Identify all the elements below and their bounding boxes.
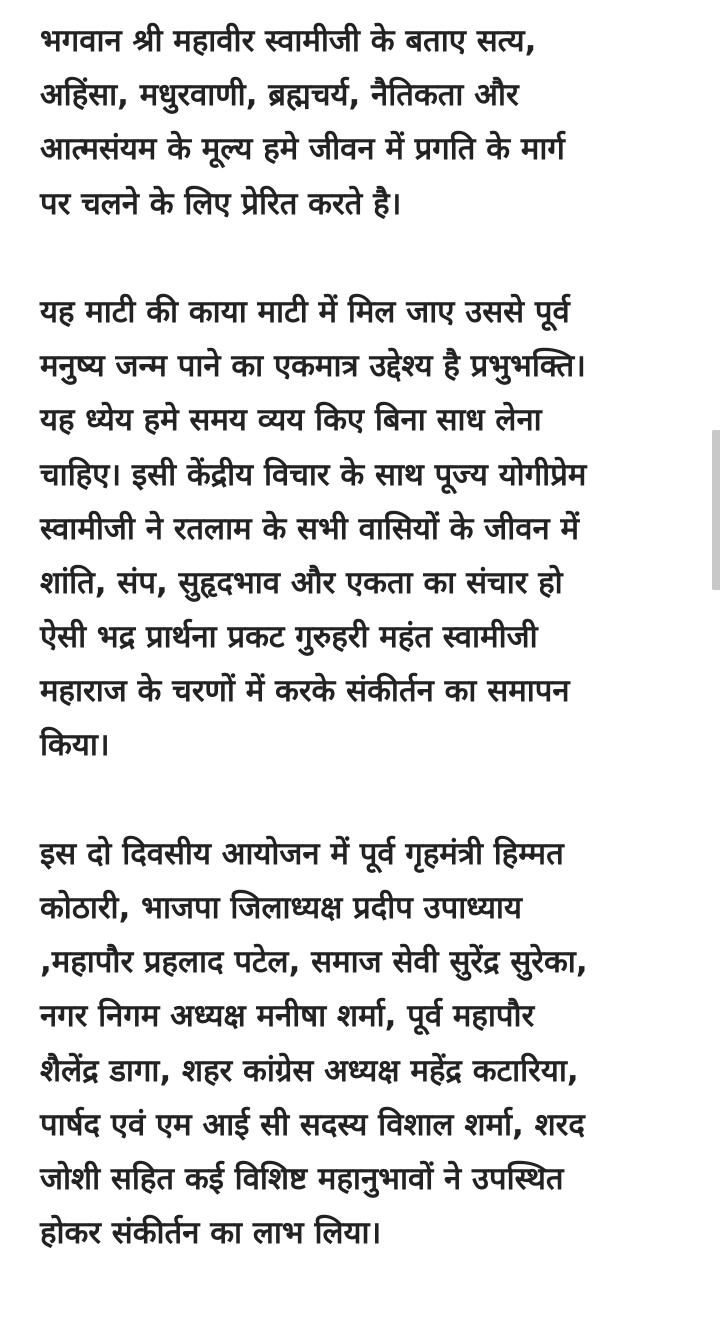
text-line: अहिंसा, मधुरवाणी, ब्रह्मचर्य, नैतिकता और <box>40 77 519 114</box>
paragraph-2 <box>40 285 690 773</box>
text-line: मनुष्य जन्म पाने का एकमात्र उद्देश्य है प्रभुभक्ति। <box>40 348 586 385</box>
text-line: आत्मसंयम के मूल्य हमे जीवन में प्रगति के मार्ग <box>40 131 565 168</box>
text-line: स्वामीजी ने रतलाम के सभी वासियों के जीवन में <box>40 510 580 547</box>
text-line: यह ध्येय हमे समय व्यय किए बिना साध लेना <box>40 402 542 439</box>
text-line: शांति, संप, सुहृदभाव और एकता का संचार हो <box>40 564 563 601</box>
text-line: किया। <box>40 727 110 764</box>
text-line: नगर निगम अध्यक्ष मनीषा शर्मा, पूर्व महापौर <box>40 998 535 1035</box>
paragraph-spacer <box>40 773 690 827</box>
text-line: यह माटी की काया माटी में मिल जाए उससे पूर्व <box>40 293 570 330</box>
text-line: इस दो दिवसीय आयोजन में पूर्व गृहमंत्री हिम्मत <box>40 835 564 872</box>
paragraph-3 <box>40 827 690 1261</box>
scrollbar-thumb[interactable] <box>712 430 720 590</box>
text-line: भगवान श्री महावीर स्वामीजी के बताए सत्य, <box>40 23 537 59</box>
text-line: कोठारी, भाजपा जिलाध्यक्ष प्रदीप उपाध्याय <box>40 890 522 926</box>
text-line: जोशी सहित कई विशिष्ट महानुभावों ने उपस्थित <box>40 1160 564 1197</box>
text-line: पार्षद एवं एम आई सी सदस्य विशाल शर्मा, शरद <box>40 1106 585 1143</box>
text-line: महाराज के चरणों में करके संकीर्तन का समापन <box>40 673 570 710</box>
text-line: पर चलने के लिए प्रेरित करते है। <box>40 185 402 222</box>
paragraph-1 <box>40 14 690 231</box>
article-body <box>40 14 690 1260</box>
text-line: ऐसी भद्र प्रार्थना प्रकट गुरुहरी महंत स्वामीजी <box>40 619 538 656</box>
text-line: चाहिए। इसी केंद्रीय विचार के साथ पूज्य योगीप्रेम <box>40 456 587 493</box>
text-line: शैलेंद्र डागा, शहर कांग्रेस अध्यक्ष महेंद्र कटारिया, <box>40 1052 579 1089</box>
paragraph-spacer <box>40 231 690 285</box>
text-line: होकर संकीर्तन का लाभ लिया। <box>40 1215 382 1252</box>
text-line: ,महापौर प्रहलाद पटेल, समाज सेवी सुरेंद्र सुरेका, <box>40 944 588 981</box>
